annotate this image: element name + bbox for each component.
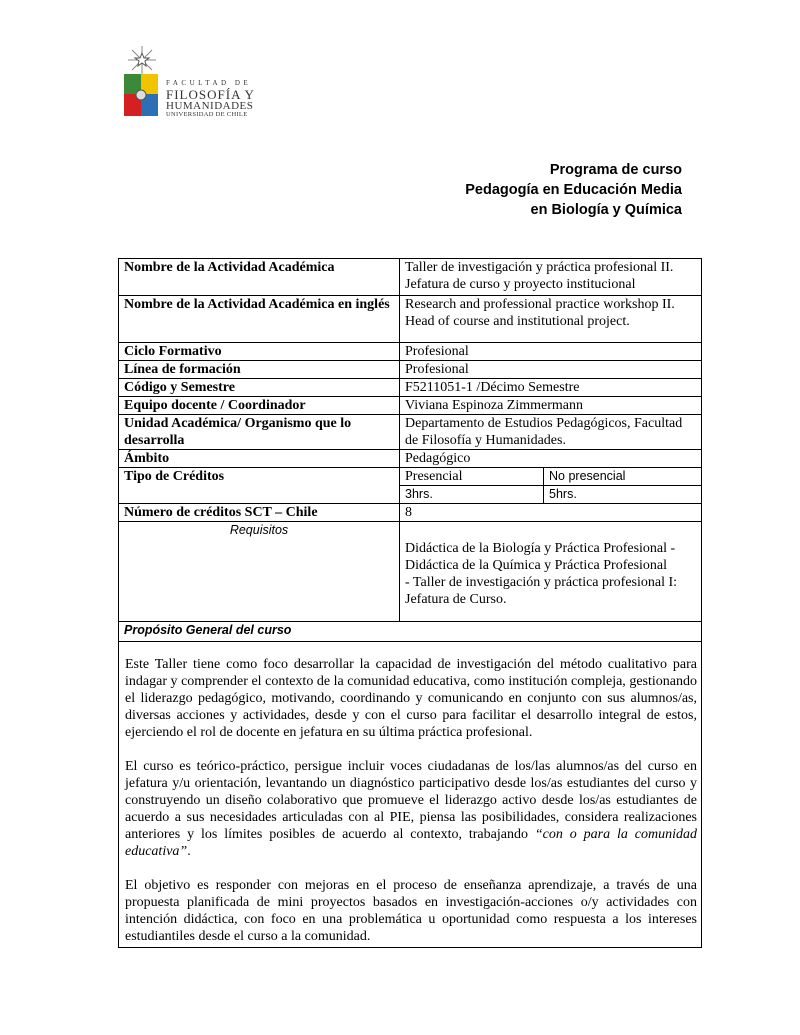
row-label: Nombre de la Actividad Académica en inglés — [119, 296, 400, 343]
row-label: Número de créditos SCT – Chile — [119, 504, 400, 522]
table-row — [119, 450, 702, 468]
document-header — [465, 160, 682, 220]
row-value: 8 — [400, 504, 702, 522]
row-value: Viviana Espinoza Zimmermann — [400, 397, 702, 415]
table-row — [119, 379, 702, 397]
table-row — [119, 361, 702, 379]
row-label: Ciclo Formativo — [119, 343, 400, 361]
section-title: Propósito General del curso — [119, 622, 702, 642]
table-row — [119, 504, 702, 522]
table-row — [119, 642, 702, 948]
paragraph-text: . — [187, 844, 191, 859]
table-row — [119, 259, 702, 296]
star-icon — [126, 44, 158, 76]
row-label: Tipo de Créditos — [119, 468, 400, 504]
value-line: - Taller de investigación y práctica profesional I: — [405, 575, 678, 590]
paragraph: Este Taller tiene como foco desarrollar la capacidad de investigación del método cualitativo para indagar y comprender el contexto de la comunidad educativa, como institución compleja, gestionando el liderazgo pedagógico, motivando, coordinando y comunicando en conjunto con sus alumnos/as, diversas acciones y actividades, desde y con el curso para facilitar el desarrollo integral de estos, ejerciendo el rol de docente en jefatura en su última práctica profesional. — [125, 657, 697, 740]
header-line: Pedagogía en Educación Media — [465, 182, 682, 198]
row-label: Requisitos — [119, 522, 400, 622]
value-line: Taller de investigación y práctica profesional II. — [405, 260, 674, 275]
row-label: Unidad Académica/ Organismo que lo desarrolla — [119, 415, 400, 450]
paragraph: El objetivo es responder con mejoras en el proceso de enseñanza aprendizaje, a través de una propuesta planificada de mini proyectos basados en investigación-acciones o/y actividades con intención didáctica, con foco en una problemática u oportunidad como respuesta a los intereses estudiantiles desde el curso a la comunidad. — [125, 878, 697, 944]
crest-icon — [124, 74, 158, 118]
logo-text: HUMANIDADES — [166, 100, 254, 112]
table-row — [119, 468, 702, 486]
row-value — [400, 522, 702, 622]
logo-text: FILOSOFÍA Y — [166, 87, 255, 102]
table-row — [119, 415, 702, 450]
table-row — [119, 522, 702, 622]
value-line: Research and professional practice workshop II. — [405, 297, 675, 312]
credit-type-header: No presencial — [544, 468, 702, 486]
value-line: Jefatura de Curso. — [405, 592, 507, 607]
row-label: Línea de formación — [119, 361, 400, 379]
row-value: Pedagógico — [400, 450, 702, 468]
row-label: Nombre de la Actividad Académica — [119, 259, 400, 296]
row-label: Ámbito — [119, 450, 400, 468]
table-row — [119, 343, 702, 361]
row-label: Equipo docente / Coordinador — [119, 397, 400, 415]
row-value — [400, 296, 702, 343]
course-info-table — [118, 258, 702, 948]
paragraph-text: El curso es teórico-práctico, persigue incluir voces ciudadanas de los/las alumnos/as del curso en jefatura y/u orientación, levantando un diagnóstico participativo desde los/as estudiantes del curso y construyendo un diseño colaborativo que promueve el liderazgo activo desde los/as estudiantes de acuerdo a sus necesidades articuladas con al PIE, piensa las posibilidades, considera realizaciones anteriores y los límites posibles de acuerdo al contexto, trabajando — [125, 759, 697, 842]
row-value: Profesional — [400, 343, 702, 361]
row-value: Profesional — [400, 361, 702, 379]
paragraph-quote: “con o para la comunidad educativa” — [125, 827, 697, 859]
value-line: Didáctica de la Biología y Práctica Profesional - — [405, 541, 676, 556]
header-line: en Biología y Química — [530, 202, 682, 218]
row-label: Código y Semestre — [119, 379, 400, 397]
credit-type-header: Presencial — [400, 468, 544, 486]
faculty-logo — [122, 44, 262, 126]
value-line: Head of course and institutional project. — [405, 314, 630, 329]
credit-hours: 3hrs. — [400, 486, 544, 504]
row-value — [400, 259, 702, 296]
table-row — [119, 622, 702, 642]
table-row — [119, 397, 702, 415]
logo-text: UNIVERSIDAD DE CHILE — [166, 111, 248, 118]
header-line: Programa de curso — [549, 162, 682, 178]
value-line: Jefatura de curso y proyecto institucional — [405, 277, 636, 292]
credit-hours: 5hrs. — [544, 486, 702, 504]
row-value: Departamento de Estudios Pedagógicos, Facultad de Filosofía y Humanidades. — [400, 415, 702, 450]
value-line: Didáctica de la Química y Práctica Profesional — [405, 558, 668, 573]
logo-text: FACULTAD DE — [166, 79, 252, 87]
table-row — [119, 296, 702, 343]
row-value: F5211051-1 /Décimo Semestre — [400, 379, 702, 397]
paragraph — [125, 758, 697, 860]
course-purpose — [119, 642, 702, 948]
